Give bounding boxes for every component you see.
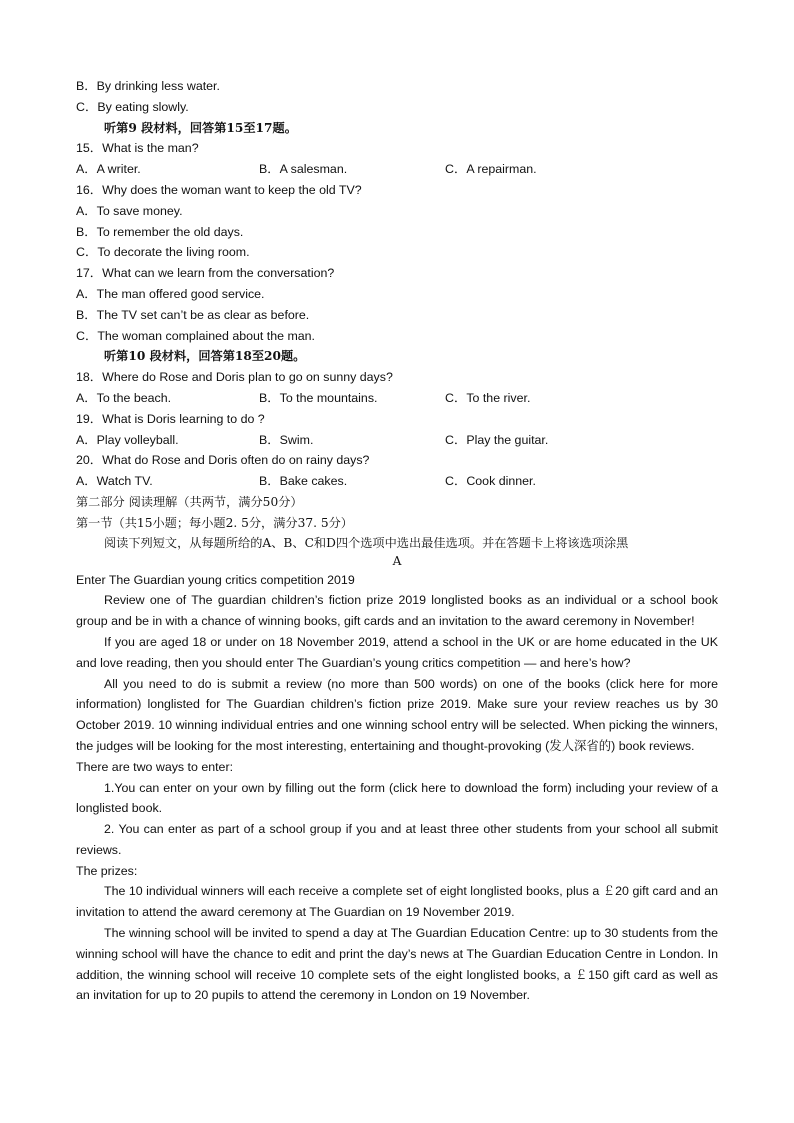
q19-option-c: C．Play the guitar. xyxy=(445,432,549,447)
q17-option-c: C．The woman complained about the man. xyxy=(76,328,315,343)
q18-stem: 18．Where do Rose and Doris plan to go on sunny days? xyxy=(76,370,393,385)
passage-paragraph-1: Review one of The guardian children’s fiction prize 2019 longlisted books as an individual or a school book group and be in with a chance of winning books, gift cards and an invitation to the award ceremony in November! xyxy=(76,593,718,629)
prize-paragraph-1: The 10 individual winners will each receive a complete set of eight longlisted books, plus a ￡20 gift card and an invitation to attend the award ceremony at The Guardian on 19 November 2019. xyxy=(76,884,718,920)
q15-option-a: A．A writer. xyxy=(76,162,141,177)
q19-stem: 19．What is Doris learning to do ? xyxy=(76,411,265,426)
way-2: 2. You can enter as part of a school group if you and at least three other students from your school all submit reviews. xyxy=(76,822,718,857)
prize-paragraph-2: The winning school will be invited to spend a day at The Guardian Education Centre: up to 30 students from the winning school will have the chance to edit and print the day’s news at The Guardian Education Centre in London. In addition, the winning school will receive 10 complete sets of the eight longlisted books, a ￡150 gift card as well as an invitation for up to 20 pupils to attend the ceremony in London on 19 November. xyxy=(76,926,718,1003)
q16-option-b: B．To remember the old days. xyxy=(76,224,244,239)
passage-paragraph-3: All you need to do is submit a review (no more than 500 words) on one of the books (click here for more information) longlisted for The Guardian children’s fiction prize 2019. Make sure your review reaches us by 30 October 2019. 10 winning individual entries and one winning school entry will be selected. When picking the winners, the judges will be looking for the most interesting, entertaining and thought-provoking (发人深省的) book reviews. xyxy=(76,676,718,753)
part2-instructions: 阅读下列短文，从每题所给的A、B、C和D四个选项中选出最佳选项。并在答题卡上将该选项涂黑 xyxy=(104,535,629,550)
q18-options xyxy=(76,388,718,409)
q16-stem: 16．Why does the woman want to keep the old TV? xyxy=(76,182,362,197)
q15-stem: 15．What is the man? xyxy=(76,141,199,156)
q16-option-a: A．To save money. xyxy=(76,203,183,218)
part2-section1-title: 第一节（共15小题；每小题2. 5分，满分37. 5分） xyxy=(76,515,353,530)
passage-paragraph-2: If you are aged 18 or under on 18 November 2019, attend a school in the UK or are home educated in the UK and love reading, then you should enter The Guardian’s young critics competition — and here’s how? xyxy=(76,634,718,670)
part2-title: 第二部分 阅读理解（共两节，满分50分） xyxy=(76,494,303,509)
q14-option-c: C．By eating slowly. xyxy=(76,99,189,114)
q20-option-c: C．Cook dinner. xyxy=(445,474,536,489)
section-10-heading: 听第10 段材料，回答第18至20题。 xyxy=(104,349,306,364)
passage-title: Enter The Guardian young critics competition 2019 xyxy=(76,572,355,587)
q17-option-a: A．The man offered good service. xyxy=(76,286,265,301)
q15-option-c: C．A repairman. xyxy=(445,162,537,177)
q15-options xyxy=(76,159,718,180)
section-9-heading: 听第9 段材料，回答第15至17题。 xyxy=(104,120,297,135)
q19-options xyxy=(76,430,718,451)
q14-option-b: B．By drinking less water. xyxy=(76,79,220,93)
q17-option-b: B．The TV set can’t be as clear as before. xyxy=(76,307,310,322)
q18-option-a: A．To the beach. xyxy=(76,390,172,405)
prizes-heading: The prizes: xyxy=(76,863,138,878)
way-1: 1.You can enter on your own by filling out the form (click here to download the form) including your review of a longlisted book. xyxy=(76,780,718,816)
q16-option-c: C．To decorate the living room. xyxy=(76,245,250,260)
q20-option-a: A．Watch TV. xyxy=(76,474,153,489)
q18-option-b: B．To the mountains. xyxy=(259,390,378,405)
q15-option-b: B．A salesman. xyxy=(259,162,348,177)
q20-options xyxy=(76,471,718,492)
exam-page xyxy=(76,76,718,1006)
passage-letter: A xyxy=(392,553,402,568)
ways-heading: There are two ways to enter: xyxy=(76,759,234,774)
q17-stem: 17．What can we learn from the conversation? xyxy=(76,266,335,281)
q19-option-b: B．Swim. xyxy=(259,432,314,447)
q20-option-b: B．Bake cakes. xyxy=(259,474,348,489)
q19-option-a: A．Play volleyball. xyxy=(76,432,179,447)
q18-option-c: C．To the river. xyxy=(445,390,531,405)
q20-stem: 20．What do Rose and Doris often do on rainy days? xyxy=(76,453,370,468)
